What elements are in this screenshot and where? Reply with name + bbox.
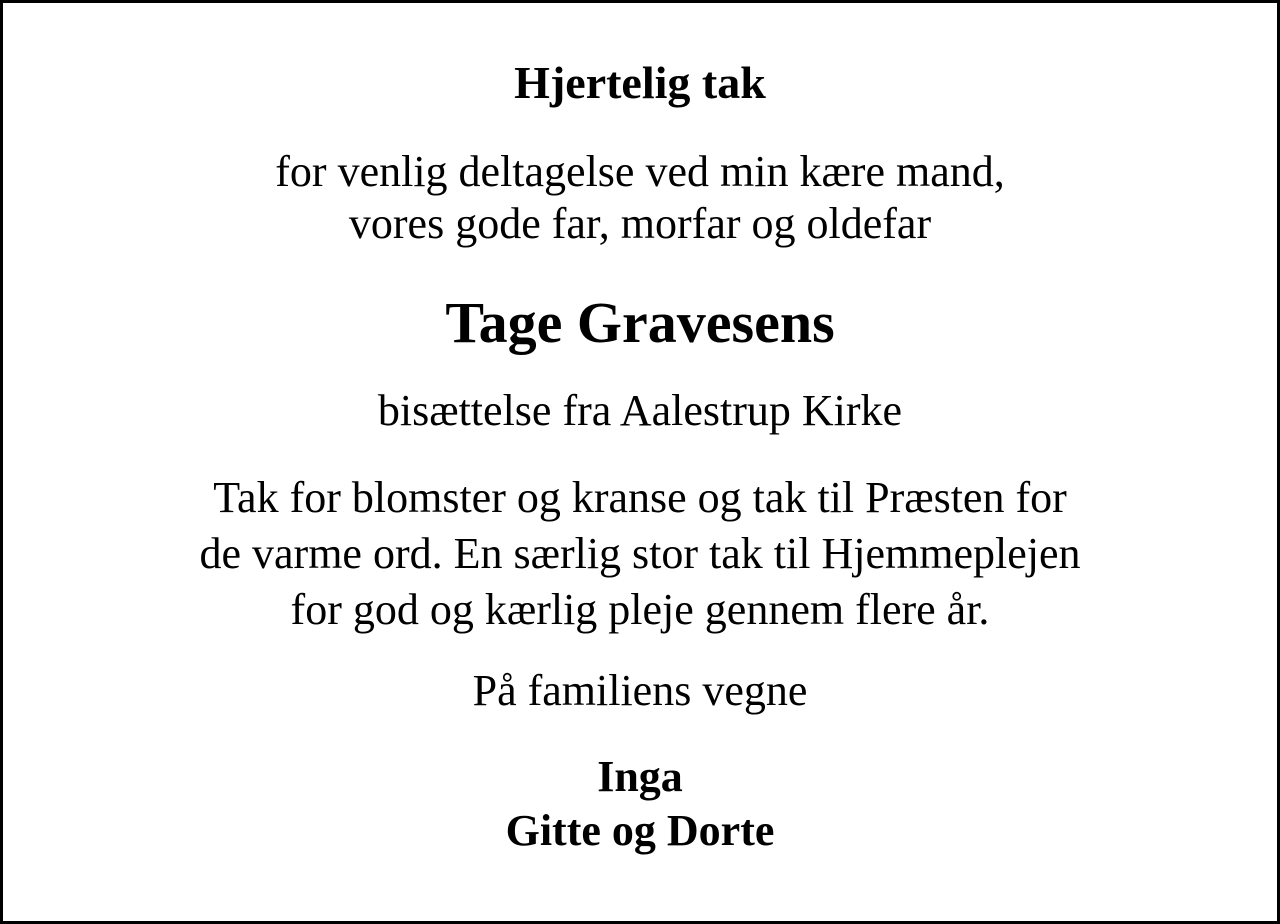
notice-title: Hjertelig tak [514,57,766,108]
signer-name: Inga [597,752,683,801]
thanks-text [3,470,1277,638]
deceased-name: Tage Gravesens [445,290,835,355]
intro-text [3,146,1277,250]
signers [3,750,1277,858]
intro-line: vores gode far, morfar og oldefar [348,199,932,248]
behalf-line: På familiens vegne [472,666,808,715]
intro-line: for venlig deltagelse ved min kære mand, [275,147,1005,196]
thanks-line: de varme ord. En særlig stor tak til Hjemmeplejen [199,529,1081,578]
signer-name: Gitte og Dorte [505,806,775,855]
thanks-line: Tak for blomster og kranse og tak til Præsten for [213,473,1067,522]
thanks-line: for god og kærlig pleje gennem flere år. [290,585,990,634]
funeral-line: bisættelse fra Aalestrup Kirke [377,386,903,435]
